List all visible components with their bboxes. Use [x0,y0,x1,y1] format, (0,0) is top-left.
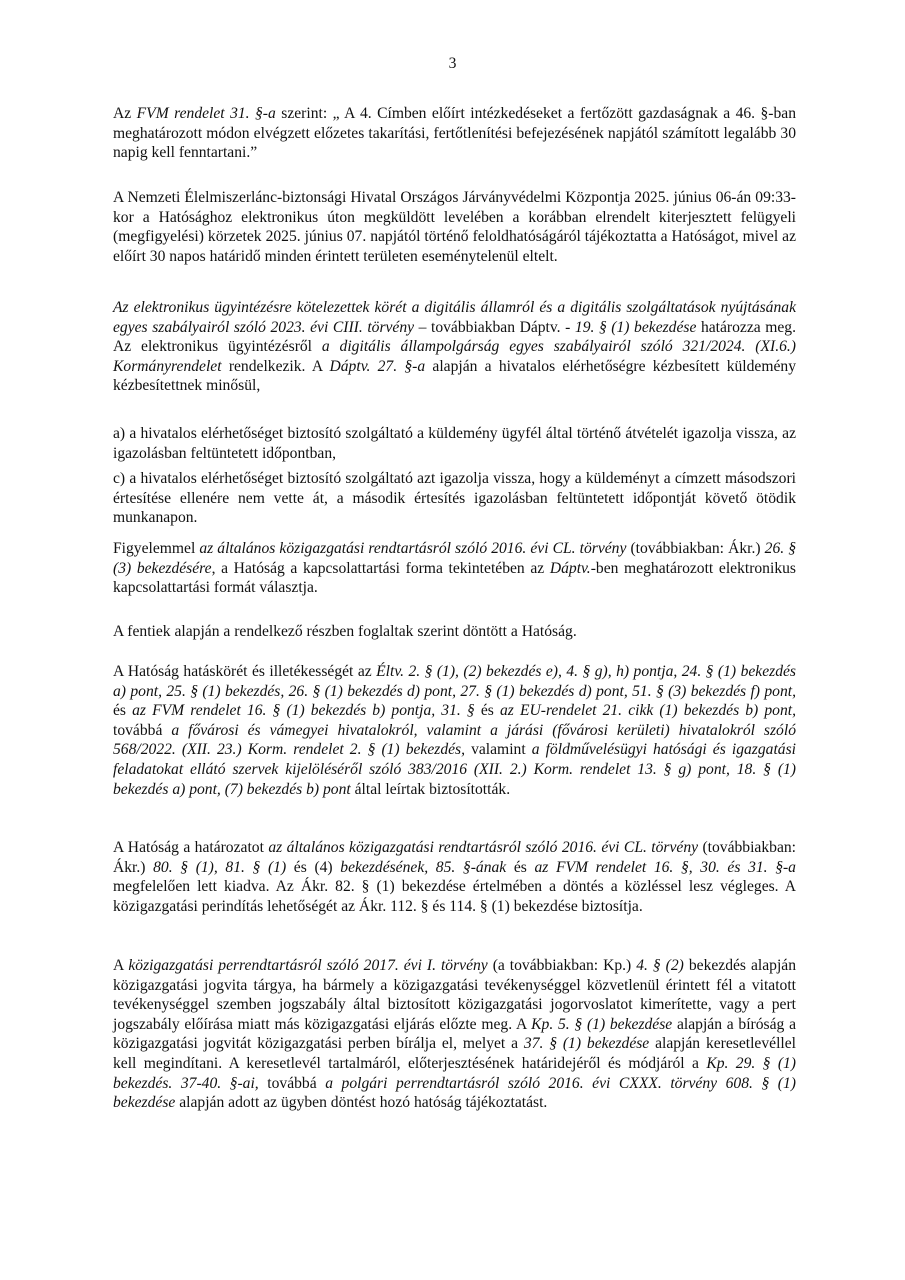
legal-citation: Az elektronikus ügyintézésre kötelezettek körét a digitális államról és a digitális szolgáltatások nyújtásának egyes szabályairól szóló 2023. évi CIII. törvény [113,299,796,336]
legal-citation: 80. § (1), 81. § (1) [153,858,287,876]
legal-citation: Kp. 29. § (1) bekezdés. 37-40. §-ai, [113,1054,797,1092]
legal-citation: a polgári perrendtartásról szóló 2016. évi CXXX. törvény 608. § (1) bekezdése [113,1074,796,1112]
legal-citation: az EU-rendelet 21. cikk (1) bekezdés b) pont, [499,702,796,720]
paragraph-nebih-notice: A Nemzeti Élelmiszerlánc-biztonsági Hivatal Országos Járványvédelmi Központja 2025. június 06-án 09:33-kor a Hatósághoz elektronikus úton megküldött levelében a korábban elrendelt kiterjesztett felügyeli (megfigyelési) körzetek 2025. június 07. napjától történő feloldhatóságáról tájékoztatta a Hatóságot, mivel az előírt 30 napos határidő minden érintett területen eseménytelenül eltelt. [113,189,796,265]
legal-citation: 4. § (2) [636,957,684,974]
paragraph-electronic-delivery: Az elektronikus ügyintézésre kötelezettek körét a digitális államról és a digitális szolgáltatások nyújtásának egyes szabályairól szóló 2023. évi CIII. törvény – továbbiakban Dáptv. - 19. § (1) bekezdése határozza meg. Az elektronikus ügyintézésről a digitális állampolgárság egyes szabályairól szóló 321/2024. (XI.6.) Kormányrendelet rendelkezik. A Dáptv. 27. §-a alapján a hivatalos elérhetőségre kézbesített küldemény kézbesítettnek minősül, [113,299,796,395]
paragraph-decision-basis: A fentiek alapján a rendelkező részben foglaltak szerint döntött a Hatóság. [113,623,577,640]
legal-citation: bekezdésének, 85. §-ának [340,858,507,876]
paragraph-point-c: c) a hivatalos elérhetőséget biztosító szolgáltató azt igazolja vissza, hogy a küldeményt a címzett másodszori értesítése ellenére nem vette át, a második értesítés igazolásban feltüntetett időpontját követő ötödik munkanapon. [113,470,796,527]
legal-citation: az általános közigazgatási rendtartásról szóló 2016. évi CL. törvény [268,839,699,856]
legal-citation: a digitális állampolgárság egyes szabályairól szóló 321/2024. (XI.6.) Kormányrendelet [113,338,796,375]
paragraph-issuance: A Hatóság a határozatot az általános közigazgatási rendtartásról szóló 2016. évi CL. törvény (továbbiakban: Ákr.) 80. § (1), 81. § (1) és (4) bekezdésének, 85. §-ának és az FVM rendelet 16. §, 30. és 31. §-a megfelelően lett kiadva. Az Ákr. 82. § (1) bekezdése értelmében a döntés a közléssel lesz végleges. A közigazgatási perindítás lehetőségét az Ákr. 112. § és 114. § (1) bekezdése biztosítja. [113,839,797,915]
legal-citation: közigazgatási perrendtartásról szóló 2017. évi I. törvény [128,957,488,974]
legal-citation: a földművelésügyi hatósági és igazgatási feladatokat ellátó szervek kijelöléséről szóló 383/2016 (XII. 2.) Korm. rendelet 13. § g) pont, 18. § (1) bekezdés a) pont, (7) bekezdés b) pont [113,741,796,798]
legal-citation: az FVM rendelet 16. § (1) bekezdés b) pontja, 31. § [132,702,475,720]
legal-citation: az FVM rendelet 16. §, 30. és 31. §-a [534,858,796,876]
legal-citation: a fővárosi és vámegyei hivatalokról, valamint a járási (fővárosi kerületi) hivatalokról szóló 568/2022. (XII. 23.) Korm. rendelet 2. § (1) bekezdés, [113,721,796,759]
legal-citation: Éltv. 2. § (1), (2) bekezdés e), 4. § g), h) pontja, 24. § (1) bekezdés a) pont, 25. § (1) bekezdés, 26. § (1) bekezdés d) pont, 27. § (1) bekezdés d) pont, 51. § (3) bekezdés f) pont, [113,663,796,700]
legal-citation: az általános közigazgatási rendtartásról szóló 2016. évi CL. törvény [199,540,627,557]
paragraph-fvm-quote: Az FVM rendelet 31. §-a szerint: „ A 4. Címben előírt intézkedéseket a fertőzött gazdaságnak a 46. §-ban meghatározott módon elvégzett előzetes takarítási, fertőtlenítési befejezésének napjától számított legalább 30 napig kell fenntartani.” [113,105,797,162]
paragraph-legal-remedy: A közigazgatási perrendtartásról szóló 2017. évi I. törvény (a továbbiakban: Kp.) 4. § (2) bekezdés alapján közigazgatási jogvita tárgya, ha bármely a közigazgatási tevékenységgel közvetlenül érintett fél a vitatott tevékenységgel szemben jogszabály által biztosított közigazgatási jogorvoslatot kimerítette, vagy a pert jogszabály előírása miatt más közigazgatási eljárás előzte meg. A Kp. 5. § (1) bekezdése alapján a bíróság a közigazgatási jogvitát közigazgatási perben bírálja el, melyet a 37. § (1) bekezdése alapján keresetlevéllel kell megindítani. A keresetlevél tartalmáról, előterjesztésének határidejéről és módjáról a Kp. 29. § (1) bekezdés. 37-40. §-ai, továbbá a polgári perrendtartásról szóló 2016. évi CXXX. törvény 608. § (1) bekezdése alapján adott az ügyben döntést hozó hatóság tájékoztatást. [113,957,797,1112]
legal-citation: Dáptv. 27. §-a [329,357,426,375]
paragraph-competence: A Hatóság hatáskörét és illetékességét az Éltv. 2. § (1), (2) bekezdés e), 4. § g), h) pontja, 24. § (1) bekezdés a) pont, 25. § (1) bekezdés, 26. § (1) bekezdés d) pont, 27. § (1) bekezdés d) pont, 51. § (3) bekezdés f) pont, és az FVM rendelet 16. § (1) bekezdés b) pontja, 31. § és az EU-rendelet 21. cikk (1) bekezdés b) pont, továbbá a fővárosi és vámegyei hivatalokról, valamint a járási (fővárosi kerületi) hivatalokról szóló 568/2022. (XII. 23.) Korm. rendelet 2. § (1) bekezdés, valamint a földművelésügyi hatósági és igazgatási feladatokat ellátó szervek kijelöléséről szóló 383/2016 (XII. 2.) Korm. rendelet 13. § g) pont, 18. § (1) bekezdés a) pont, (7) bekezdés b) pont által leírtak biztosították. [113,663,796,798]
page-number: 3 [448,55,457,72]
legal-citation: 26. § (3) bekezdésére [113,540,796,577]
paragraph-contact-form: Figyelemmel az általános közigazgatási rendtartásról szóló 2016. évi CL. törvény (továbbiakban: Ákr.) 26. § (3) bekezdésére, a Hatóság a kapcsolattartási forma tekintetében az Dáptv.-ben meghatározott elektronikus kapcsolattartási formát választja. [113,540,796,597]
legal-citation: 19. § (1) bekezdése [574,318,697,336]
paragraph-point-a: a) a hivatalos elérhetőséget biztosító szolgáltató a küldemény ügyfél által történő átvételét igazolja vissza, az igazolásban feltüntetett időpontban, [113,425,796,462]
legal-citation: Dáptv. [549,559,591,577]
legal-citation: Kp. 5. § (1) bekezdése [531,1015,673,1033]
legal-citation: 37. § (1) bekezdése [523,1035,650,1053]
legal-citation: FVM rendelet 31. §-a [136,105,276,122]
